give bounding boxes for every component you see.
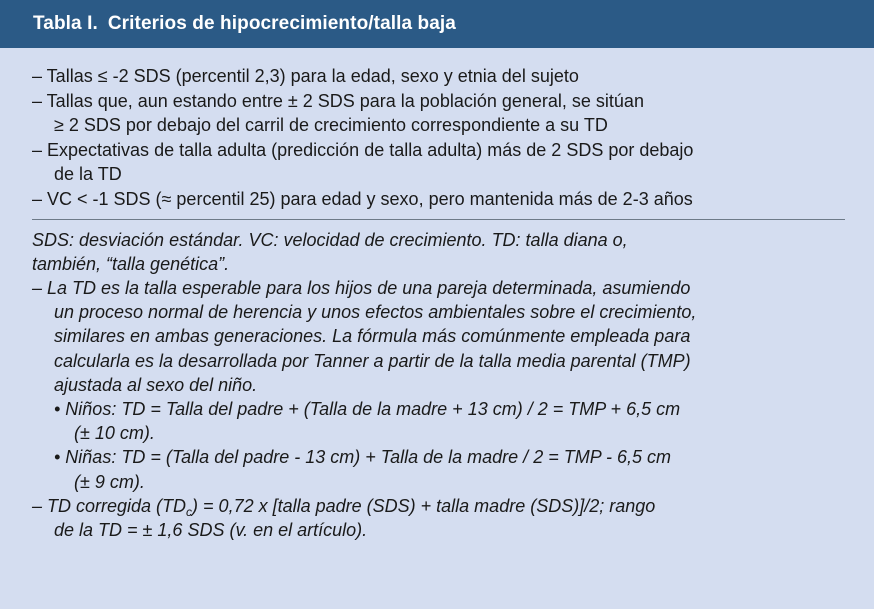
td-explanation-line: calcularla es la desarrollada por Tanner a partir de la talla media parental (TMP) <box>54 350 691 371</box>
corrected-td-range: de la TD = ± 1,6 SDS (v. en el artículo). <box>54 520 368 540</box>
boys-formula-range: (± 10 cm). <box>74 423 155 444</box>
corrected-td-suffix: ) = 0,72 x [talla padre (SDS) + talla madre (SDS)]/2; rango <box>192 495 656 516</box>
boys-formula: • Niños: TD = Talla del padre + (Talla de la madre + 13 cm) / 2 = TMP + 6,5 cm <box>54 398 681 419</box>
section-divider <box>32 219 845 220</box>
td-explanation-line: – La TD es la talla esperable para los hijos de una pareja determinada, asumiendo <box>32 277 691 298</box>
criterion-line: – Tallas que, aun estando entre ± 2 SDS para la población general, se sitúan <box>32 90 644 111</box>
td-explanation-line: similares en ambas generaciones. La fórmula más comúnmente empleada para <box>54 326 691 347</box>
definitions-line: también, “talla genética”. <box>32 253 230 274</box>
corrected-td-line <box>32 494 844 518</box>
table-header <box>0 0 874 48</box>
table-content <box>0 48 874 542</box>
criterion-line: – VC < -1 SDS (≈ percentil 25) para edad y sexo, pero mantenida más de 2-3 años <box>32 188 693 209</box>
corrected-td-subscript: c <box>186 504 193 519</box>
criteria-list <box>32 64 844 212</box>
td-explanation-line: un proceso normal de herencia y unos efectos ambientales sobre el crecimiento, <box>54 302 697 323</box>
table-label: Tabla I. <box>33 13 98 34</box>
criterion-line: – Expectativas de talla adulta (predicción de talla adulta) más de 2 SDS por debajo <box>32 139 694 160</box>
criterion-line: ≥ 2 SDS por debajo del carril de crecimiento correspondiente a su TD <box>54 115 608 136</box>
criterion-line: de la TD <box>54 164 122 185</box>
criterion-line: – Tallas ≤ -2 SDS (percentil 2,3) para la edad, sexo y etnia del sujeto <box>32 66 579 86</box>
girls-formula: • Niñas: TD = (Talla del padre - 13 cm) + Talla de la madre / 2 = TMP - 6,5 cm <box>54 447 672 468</box>
corrected-td-prefix: – TD corregida (TD <box>32 495 187 516</box>
definitions-line: SDS: desviación estándar. VC: velocidad de crecimiento. TD: talla diana o, <box>32 229 628 250</box>
notes-section <box>32 228 844 543</box>
girls-formula-range: (± 9 cm). <box>74 471 145 492</box>
td-explanation-line: ajustada al sexo del niño. <box>54 374 258 395</box>
table-title: Criterios de hipocrecimiento/talla baja <box>107 13 456 34</box>
